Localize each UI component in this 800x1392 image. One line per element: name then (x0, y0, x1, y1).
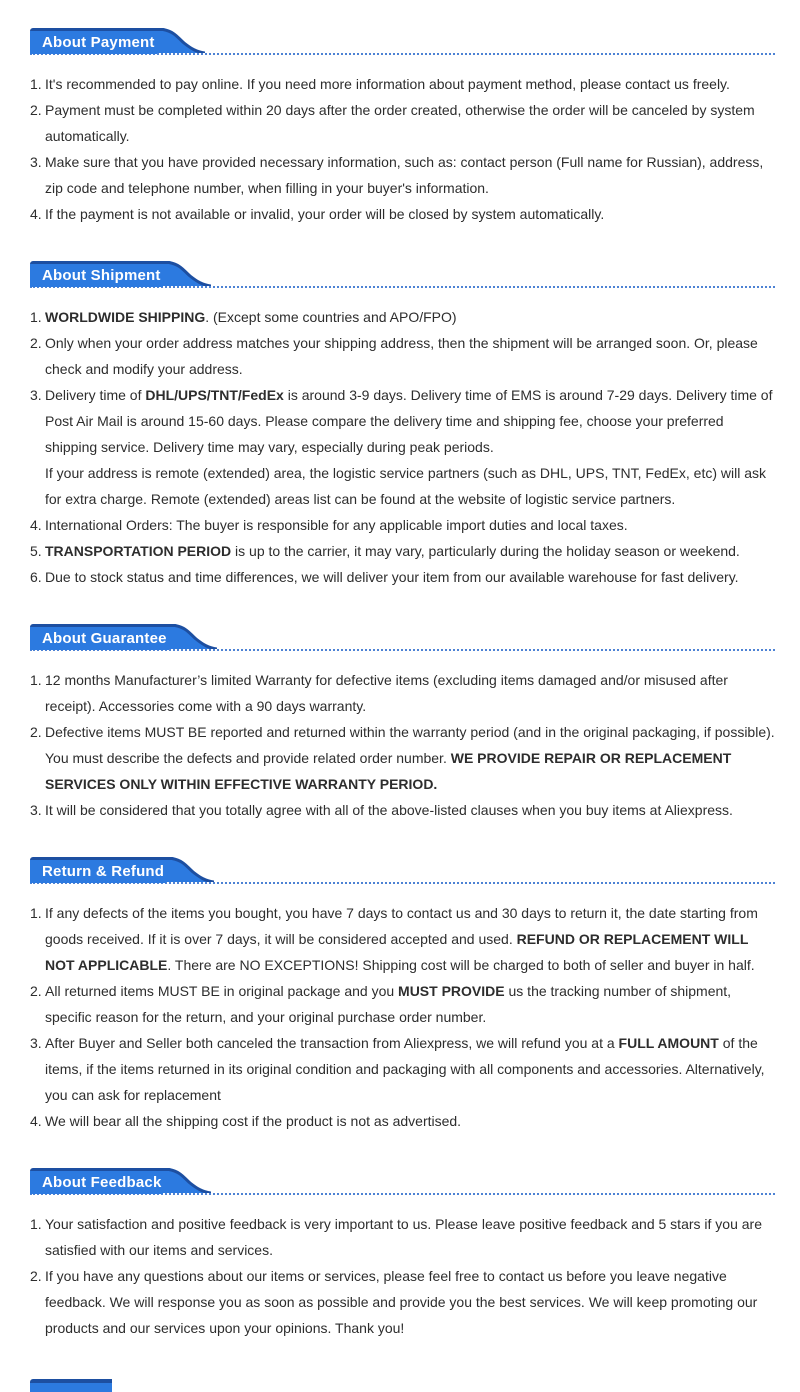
section-item-list (30, 900, 775, 1134)
section-about-guarantee (30, 624, 775, 823)
list-item: Due to stock status and time differences, we will deliver your item from our available warehouse for fast delivery. (45, 569, 739, 585)
section-ribbon (30, 28, 205, 53)
list-item: WORLDWIDE SHIPPING. (Except some countries and APO/FPO) (45, 309, 457, 325)
list-item: If you have any questions about our items or services, please feel free to contact us before you leave negative feedback. We will response you as soon as possible and provide you the best services. We will keep promoting our products and our services upon your opinions. Thank you! (45, 1268, 758, 1336)
list-item: TRANSPORTATION PERIOD is up to the carrier, it may vary, particularly during the holiday season or weekend. (45, 543, 740, 559)
section-about-feedback (30, 1168, 775, 1341)
section-ribbon (30, 857, 214, 882)
section-header (30, 261, 775, 288)
ribbon-swoosh-decoration (166, 857, 214, 882)
section-item-list (30, 71, 775, 227)
section-header (30, 624, 775, 651)
section-header (30, 1168, 775, 1195)
list-item: After Buyer and Seller both canceled the transaction from Aliexpress, we will refund you at a FULL AMOUNT of the items, if the items returned in its original condition and packaging with all components and accessories. Alternatively, you can ask for replacement (45, 1035, 765, 1103)
section-ribbon (30, 624, 217, 649)
list-item: It will be considered that you totally agree with all of the above-listed clauses when you buy items at Aliexpress. (45, 802, 733, 818)
section-about-payment (30, 28, 775, 227)
section-item-list (30, 1211, 775, 1341)
section-ribbon (30, 1168, 211, 1193)
section-title: Return & Refund (30, 857, 166, 883)
section-title: About Payment (30, 28, 157, 54)
section-title: About Guarantee (30, 624, 169, 650)
ribbon-swoosh-decoration (163, 1168, 211, 1193)
list-item: It's recommended to pay online. If you need more information about payment method, please contact us freely. (45, 76, 730, 92)
ribbon-swoosh-decoration (157, 28, 205, 53)
ribbon-swoosh-decoration (169, 624, 217, 649)
section-ribbon (30, 261, 211, 286)
list-item: Make sure that you have provided necessary information, such as: contact person (Full name for Russian), address, zip code and telephone number, when filling in your buyer's information. (45, 154, 764, 196)
ribbon-swoosh-decoration (163, 261, 211, 286)
section-title: About Shipment (30, 261, 163, 287)
list-item: Delivery time of DHL/UPS/TNT/FedEx is around 3-9 days. Delivery time of EMS is around 7-29 days. Delivery time of Post Air Mail is around 15-60 days. Please compare the delivery time and shipping fee, choose your preferred shipping service. Delivery time may vary, especially during peak periods. If your address is remote (extended) area, the logistic service partners (such as DHL, UPS, TNT, FedEx, etc) will ask for extra charge. Remote (extended) areas list can be found at the website of logistic service partners. (45, 387, 773, 507)
list-item: All returned items MUST BE in original package and you MUST PROVIDE us the tracking number of shipment, specific reason for the return, and your original purchase order number. (45, 983, 732, 1025)
list-item: Only when your order address matches your shipping address, then the shipment will be arranged soon. Or, please check and modify your address. (45, 335, 758, 377)
list-item: If any defects of the items you bought, you have 7 days to contact us and 30 days to return it, the date starting from goods received. If it is over 7 days, it will be considered accepted and used. REFUND OR REPLACEMENT WILL NOT APPLICABLE. There are NO EXCEPTIONS! Shipping cost will be charged to both of seller and buyer in half. (45, 905, 758, 973)
section-return-refund (30, 857, 775, 1134)
section-about-shipment (30, 261, 775, 590)
section-header (30, 857, 775, 884)
section-title: About Feedback (30, 1168, 163, 1194)
list-item: Payment must be completed within 20 days after the order created, otherwise the order will be canceled by system automatically. (45, 102, 755, 144)
list-item: Your satisfaction and positive feedback is very important to us. Please leave positive feedback and 5 stars if you are satisfied with our items and services. (45, 1216, 762, 1258)
section-item-list (30, 304, 775, 590)
list-item: Defective items MUST BE reported and returned within the warranty period (and in the original packaging, if possible). You must describe the defects and provide related order number. WE PROVIDE REPAIR OR REPLACEMENT SERVICES ONLY WITHIN EFFECTIVE WARRANTY PERIOD. (45, 724, 775, 792)
list-item: 12 months Manufacturer’s limited Warranty for defective items (excluding items damaged and/or misused after receipt). Accessories come with a 90 days warranty. (45, 672, 728, 714)
list-item: If the payment is not available or invalid, your order will be closed by system automatically. (45, 206, 605, 222)
section-header (30, 28, 775, 55)
list-item: We will bear all the shipping cost if the product is not as advertised. (45, 1113, 462, 1129)
section-item-list (30, 667, 775, 823)
list-item: International Orders: The buyer is responsible for any applicable import duties and local taxes. (45, 517, 628, 533)
